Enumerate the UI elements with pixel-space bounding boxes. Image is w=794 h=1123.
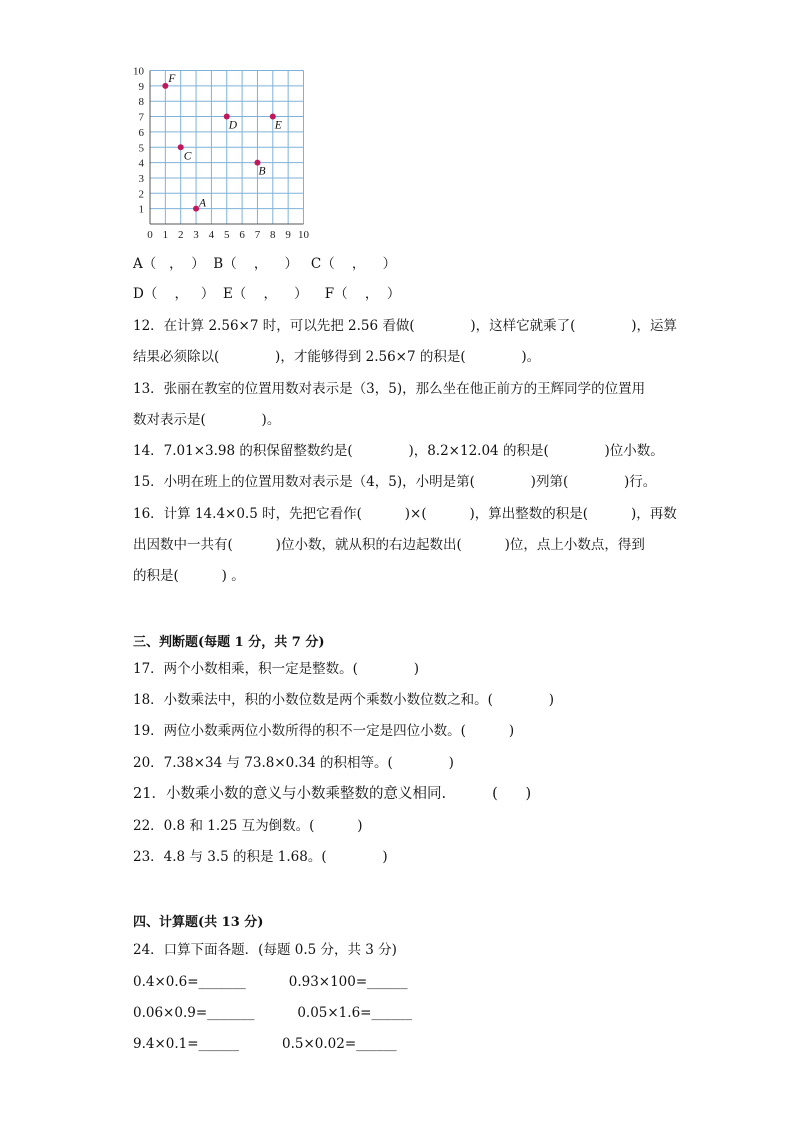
question-18: 18．小数乘法中，积的小数位数是两个乘数小数位数之和。( ) <box>133 692 554 708</box>
coordinate-grid-svg <box>128 66 328 246</box>
x-tick-label: 10 <box>298 229 309 241</box>
question-13-line-2: 数对表示是( )。 <box>133 412 281 428</box>
y-tick-label: 2 <box>138 188 144 201</box>
point-label-d: D <box>228 119 238 132</box>
question-24: 24．口算下面各题．(每题 0.5 分，共 3 分) <box>133 942 397 958</box>
y-tick-label: 5 <box>138 142 144 155</box>
mental-calc-row-3: 9.4×0.1=______ 0.5×0.02=______ <box>133 1036 397 1052</box>
point-label-e: E <box>274 119 282 132</box>
point-label-c: C <box>183 150 192 163</box>
question-13-line-1: 13．张丽在教室的位置用数对表示是（3，5)，那么坐在他正前方的王辉同学的位置用 <box>133 381 646 397</box>
y-tick-label: 10 <box>133 66 144 78</box>
y-tick-label: 1 <box>138 203 144 216</box>
mental-calc-row-1: 0.4×0.6=_______ 0.93×100=______ <box>133 974 408 990</box>
answer-line-def: D（ ， ） E（ ， ） F（ ， ） <box>133 286 401 302</box>
question-21: 21．小数乘小数的意义与小数乘整数的意义相同. ( ) <box>133 786 532 802</box>
x-tick-label: 4 <box>208 229 215 241</box>
x-tick-label: 0 <box>147 229 153 241</box>
point-label-a: A <box>199 197 207 210</box>
y-tick-label: 3 <box>138 172 144 185</box>
y-tick-label: 9 <box>138 80 144 93</box>
question-15: 15．小明在班上的位置用数对表示是（4，5)，小明是第( )列第( )行。 <box>133 474 657 490</box>
question-14: 14．7.01×3.98 的积保留整数约是( )，8.2×12.04 的积是( )位小数。 <box>133 443 664 459</box>
section-4-heading: 四、计算题(共 13 分) <box>133 915 264 930</box>
question-20: 20．7.38×34 与 73.8×0.34 的积相等。( ) <box>133 755 454 771</box>
question-19: 19．两位小数乘两位小数所得的积不一定是四位小数。( ) <box>133 723 515 739</box>
section-3-heading: 三、判断题(每题 1 分，共 7 分) <box>133 635 325 650</box>
question-22: 22．0.8 和 1.25 互为倒数。( ) <box>133 818 363 834</box>
x-tick-label: 9 <box>285 229 291 241</box>
coordinate-grid <box>128 66 328 246</box>
y-tick-label: 6 <box>138 126 144 139</box>
question-12-line-2: 结果必须除以( )，才能够得到 2.56×7 的积是( )。 <box>133 349 541 365</box>
x-tick-label: 6 <box>239 229 245 241</box>
question-16-line-3: 的积是( ) 。 <box>133 568 245 584</box>
x-tick-label: 5 <box>224 229 230 241</box>
y-tick-label: 7 <box>138 111 144 124</box>
x-tick-label: 1 <box>162 229 169 241</box>
answer-line-abc: A（ ， ） B（ ， ） C（ ， ） <box>133 256 397 272</box>
point-label-b: B <box>258 165 266 178</box>
question-16-line-2: 出因数中一共有( )位小数，就从积的右边起数出( )位，点上小数点，得到 <box>133 537 645 553</box>
x-tick-label: 8 <box>270 229 276 241</box>
y-tick-label: 8 <box>138 96 144 109</box>
y-tick-label: 4 <box>138 157 144 170</box>
question-23: 23．4.8 与 3.5 的积是 1.68。( ) <box>133 849 388 865</box>
x-tick-label: 7 <box>254 229 261 241</box>
question-12-line-1: 12．在计算 2.56×7 时，可以先把 2.56 看做( )，这样它就乘了( )，运算 <box>133 318 678 334</box>
question-17: 17．两个小数相乘，积一定是整数。( ) <box>133 661 419 677</box>
mental-calc-row-2: 0.06×0.9=_______ 0.05×1.6=______ <box>133 1005 412 1021</box>
x-tick-label: 3 <box>193 229 199 241</box>
point-label-f: F <box>168 72 176 85</box>
x-tick-label: 2 <box>177 229 184 241</box>
question-16-line-1: 16．计算 14.4×0.5 时，先把它看作( )×( )，算出整数的积是( )，再数 <box>133 506 677 522</box>
